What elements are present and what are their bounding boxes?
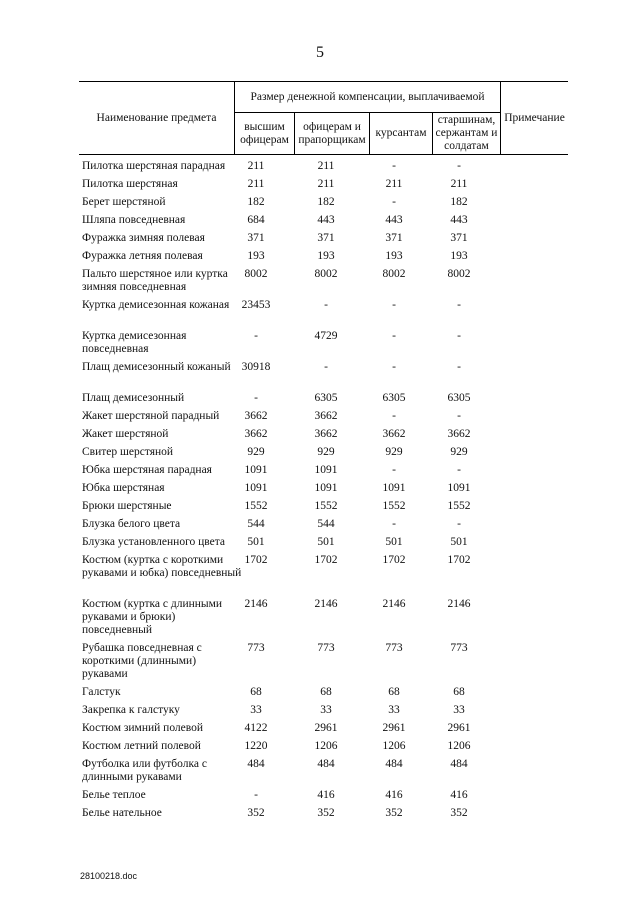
value-cell: 1220 <box>244 740 268 752</box>
table-row <box>82 758 572 789</box>
value-cell: - <box>392 299 396 311</box>
table-row <box>82 178 572 196</box>
column-header-officers: офицерам и прапорщикам <box>298 120 366 146</box>
value-cell: 1206 <box>382 740 406 752</box>
item-name: Блузка установленного цвета <box>82 536 226 548</box>
item-name: Шляпа повседневная <box>82 214 186 226</box>
table-row <box>82 392 572 410</box>
value-cell: 211 <box>247 178 265 190</box>
item-name: Костюм зимний полевой <box>82 722 204 734</box>
value-cell: 3662 <box>314 410 338 422</box>
table-row <box>82 268 572 299</box>
value-cell: 684 <box>247 214 265 226</box>
table-row <box>82 789 572 807</box>
value-cell: 2146 <box>382 598 406 610</box>
value-cell: 182 <box>450 196 468 208</box>
value-cell: - <box>392 196 396 208</box>
value-cell: 33 <box>388 704 400 716</box>
value-cell: 1206 <box>447 740 471 752</box>
value-cell: - <box>392 410 396 422</box>
value-cell: 371 <box>385 232 403 244</box>
table-row <box>82 361 572 392</box>
value-cell: 1702 <box>314 554 338 566</box>
value-cell: - <box>392 464 396 476</box>
value-cell: 68 <box>250 686 262 698</box>
table-row <box>82 250 572 268</box>
value-cell: - <box>457 160 461 172</box>
value-cell: 371 <box>317 232 335 244</box>
value-cell: 1552 <box>244 500 268 512</box>
value-cell: 3662 <box>244 428 268 440</box>
value-cell: 33 <box>320 704 332 716</box>
column-header-cadets: курсантам <box>375 127 427 139</box>
value-cell: 68 <box>320 686 332 698</box>
table-row <box>82 722 572 740</box>
value-cell: 352 <box>317 807 335 819</box>
value-cell: 1091 <box>447 482 471 494</box>
value-cell: - <box>457 361 461 373</box>
value-cell: 3662 <box>382 428 406 440</box>
table-row <box>82 482 572 500</box>
item-name: Пилотка шерстяная <box>82 178 178 190</box>
item-name: Блузка белого цвета <box>82 518 181 530</box>
value-cell: 371 <box>450 232 468 244</box>
item-name: Галстук <box>82 686 121 698</box>
item-name: Юбка шерстяная <box>82 482 165 494</box>
compensation-group-header: Размер денежной компенсации, выплачиваемой <box>250 90 485 103</box>
table-row <box>82 686 572 704</box>
value-cell: 544 <box>317 518 335 530</box>
value-cell: - <box>457 410 461 422</box>
table-row <box>82 214 572 232</box>
value-cell: 30918 <box>241 361 271 373</box>
item-name: Рубашка повседневная с короткими (длинными) рукавами <box>82 642 202 680</box>
item-name: Куртка демисезонная кожаная <box>82 299 230 311</box>
data-rows <box>82 160 572 825</box>
page-number: 5 <box>316 44 324 61</box>
item-name: Фуражка зимняя полевая <box>82 232 205 244</box>
value-cell: - <box>392 160 396 172</box>
value-cell: 2146 <box>447 598 471 610</box>
item-column-header: Наименование предмета <box>96 111 217 124</box>
value-cell: 484 <box>317 758 335 770</box>
table-header <box>79 81 568 155</box>
value-cell: 1702 <box>382 554 406 566</box>
value-cell: 929 <box>247 446 265 458</box>
item-name: Берет шерстяной <box>82 196 166 208</box>
value-cell: 1702 <box>447 554 471 566</box>
value-cell: 416 <box>450 789 468 801</box>
value-cell: 1091 <box>382 482 406 494</box>
item-name: Костюм летний полевой <box>82 740 201 752</box>
item-name: Закрепка к галстуку <box>82 704 180 716</box>
table-row <box>82 807 572 825</box>
value-cell: 773 <box>450 642 468 654</box>
value-cell: 929 <box>385 446 403 458</box>
value-cell: - <box>324 361 328 373</box>
value-cell: 1091 <box>314 464 338 476</box>
value-cell: 352 <box>247 807 265 819</box>
value-cell: 443 <box>450 214 468 226</box>
value-cell: 3662 <box>447 428 471 440</box>
value-cell: 1091 <box>314 482 338 494</box>
value-cell: - <box>392 361 396 373</box>
item-name: Брюки шерстяные <box>82 500 172 512</box>
value-cell: 416 <box>385 789 403 801</box>
value-cell: 193 <box>317 250 335 262</box>
value-cell: 4122 <box>244 722 268 734</box>
value-cell: - <box>324 299 328 311</box>
table-row <box>82 196 572 214</box>
value-cell: 23453 <box>241 299 271 311</box>
value-cell: 193 <box>385 250 403 262</box>
value-cell: 6305 <box>314 392 338 404</box>
value-cell: 2961 <box>314 722 338 734</box>
value-cell: 8002 <box>244 268 268 280</box>
value-cell: - <box>392 518 396 530</box>
column-header-sergeants: старшинам, сержантам и солдатам <box>435 114 498 152</box>
item-name: Костюм (куртка с короткими рукавами и юбка) повседневный <box>82 554 242 579</box>
value-cell: 1552 <box>382 500 406 512</box>
value-cell: 443 <box>317 214 335 226</box>
table-row <box>82 500 572 518</box>
value-cell: - <box>457 518 461 530</box>
value-cell: 2146 <box>314 598 338 610</box>
column-header-senior-officers: высшим офицерам <box>240 120 289 146</box>
value-cell: - <box>457 299 461 311</box>
item-name: Свитер шерстяной <box>82 446 174 458</box>
value-cell: 1552 <box>447 500 471 512</box>
value-cell: 2961 <box>382 722 406 734</box>
item-name: Пальто шерстяное или куртка зимняя повседневная <box>82 268 228 293</box>
value-cell: 371 <box>247 232 265 244</box>
value-cell: 211 <box>385 178 403 190</box>
value-cell: 1552 <box>314 500 338 512</box>
item-name: Белье теплое <box>82 789 146 801</box>
file-name: 28100218.doc <box>80 871 138 881</box>
value-cell: 416 <box>317 789 335 801</box>
item-name: Фуражка летняя полевая <box>82 250 203 262</box>
item-name: Пилотка шерстяная парадная <box>82 160 226 172</box>
value-cell: 352 <box>385 807 403 819</box>
value-cell: 352 <box>450 807 468 819</box>
value-cell: 6305 <box>447 392 471 404</box>
item-name: Костюм (куртка с длинными рукавами и брюки) повседневный <box>82 598 223 636</box>
value-cell: 501 <box>385 536 403 548</box>
table-row <box>82 446 572 464</box>
value-cell: 773 <box>385 642 403 654</box>
value-cell: 211 <box>450 178 468 190</box>
value-cell: 443 <box>385 214 403 226</box>
value-cell: 484 <box>247 758 265 770</box>
value-cell: 2146 <box>244 598 268 610</box>
table-row <box>82 410 572 428</box>
value-cell: 182 <box>247 196 265 208</box>
value-cell: 33 <box>250 704 262 716</box>
value-cell: 8002 <box>382 268 406 280</box>
value-cell: 68 <box>388 686 400 698</box>
value-cell: 484 <box>450 758 468 770</box>
item-name: Куртка демисезонная повседневная <box>82 330 187 355</box>
note-column-header: Примечание <box>504 111 565 124</box>
value-cell: 1091 <box>244 482 268 494</box>
value-cell: 8002 <box>447 268 471 280</box>
table-row <box>82 554 572 598</box>
value-cell: 1206 <box>314 740 338 752</box>
value-cell: 773 <box>247 642 265 654</box>
value-cell: 8002 <box>314 268 338 280</box>
value-cell: 929 <box>317 446 335 458</box>
table-row <box>82 464 572 482</box>
value-cell: - <box>457 330 461 342</box>
value-cell: - <box>392 330 396 342</box>
item-name: Юбка шерстяная парадная <box>82 464 212 476</box>
value-cell: 501 <box>317 536 335 548</box>
item-name: Футболка или футболка с длинными рукавами <box>82 758 207 783</box>
value-cell: - <box>254 789 258 801</box>
value-cell: 211 <box>317 160 335 172</box>
table-row <box>82 518 572 536</box>
value-cell: 2961 <box>447 722 471 734</box>
table-row <box>82 536 572 554</box>
item-name: Жакет шерстяной <box>82 428 169 440</box>
value-cell: 501 <box>450 536 468 548</box>
table-row <box>82 704 572 722</box>
table-row <box>82 598 572 642</box>
table-row <box>82 428 572 446</box>
item-name: Жакет шерстяной парадный <box>82 410 220 422</box>
value-cell: 773 <box>317 642 335 654</box>
value-cell: 211 <box>247 160 265 172</box>
value-cell: - <box>254 330 258 342</box>
value-cell: 1091 <box>244 464 268 476</box>
value-cell: 484 <box>385 758 403 770</box>
item-name: Белье нательное <box>82 807 162 819</box>
value-cell: 3662 <box>244 410 268 422</box>
value-cell: 193 <box>247 250 265 262</box>
value-cell: 1702 <box>244 554 268 566</box>
table-row <box>82 740 572 758</box>
table-row <box>82 232 572 250</box>
value-cell: - <box>457 464 461 476</box>
value-cell: - <box>254 392 258 404</box>
value-cell: 182 <box>317 196 335 208</box>
value-cell: 4729 <box>314 330 338 342</box>
item-name: Плащ демисезонный <box>82 392 185 404</box>
value-cell: 501 <box>247 536 265 548</box>
table-row <box>82 160 572 178</box>
item-name: Плащ демисезонный кожаный <box>82 361 231 373</box>
value-cell: 3662 <box>314 428 338 440</box>
value-cell: 929 <box>450 446 468 458</box>
value-cell: 68 <box>453 686 465 698</box>
value-cell: 33 <box>453 704 465 716</box>
value-cell: 6305 <box>382 392 406 404</box>
value-cell: 544 <box>247 518 265 530</box>
table-row <box>82 330 572 361</box>
value-cell: 211 <box>317 178 335 190</box>
value-cell: 193 <box>450 250 468 262</box>
table-row <box>82 642 572 686</box>
table-row <box>82 299 572 330</box>
